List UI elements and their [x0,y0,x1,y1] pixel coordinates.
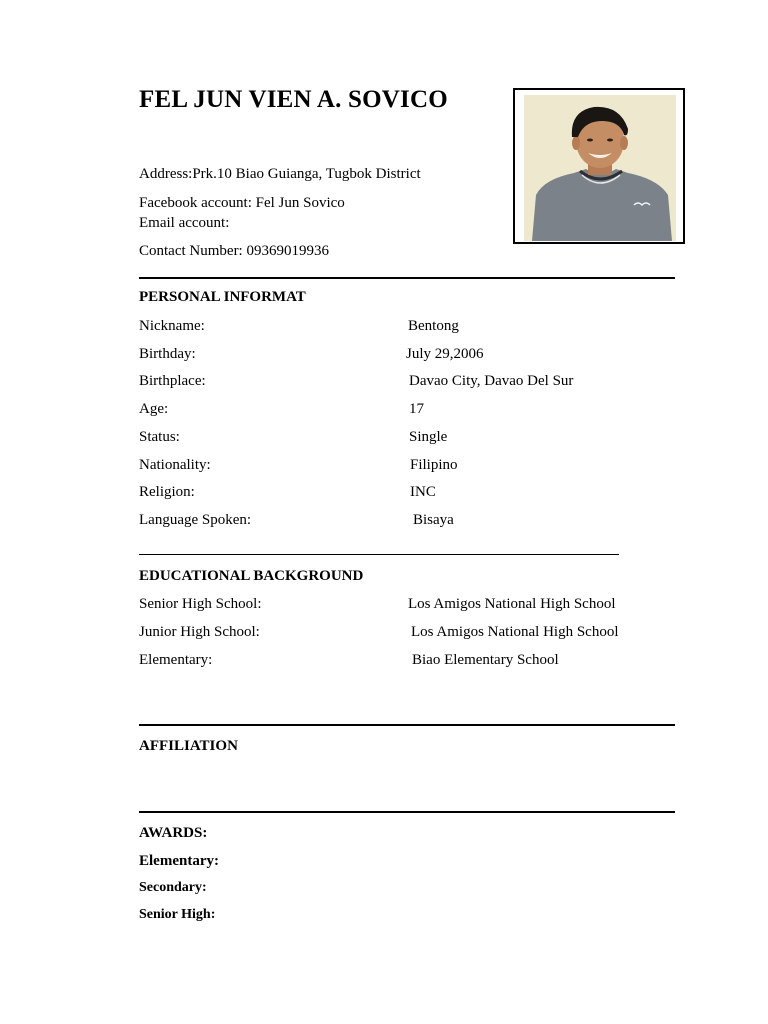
senior-high-label: Senior High School: [139,596,262,612]
language-value: Bisaya [413,512,454,528]
age-label: Age: [139,401,169,417]
birthday-label: Birthday: [139,346,196,362]
facebook-line: Facebook account: Fel Jun Sovico [139,195,345,211]
status-label: Status: [139,429,180,445]
birthplace-value: Davao City, Davao Del Sur [409,373,574,389]
age-value: 17 [409,401,424,417]
nationality-value: Filipino [410,457,458,473]
divider [139,277,675,279]
awards-elementary: Elementary: [139,853,219,869]
awards-secondary: Secondary: [139,880,207,895]
personal-section-title: PERSONAL INFORMAT [139,289,306,305]
education-section-title: EDUCATIONAL BACKGROUND [139,568,364,584]
email-line: Email account: [139,215,230,231]
divider [139,811,675,813]
senior-high-value: Los Amigos National High School [408,596,616,612]
divider [139,724,675,726]
profile-photo-icon [524,95,676,241]
awards-section-title: AWARDS: [139,825,208,841]
divider [139,554,619,555]
religion-label: Religion: [139,484,195,500]
birthplace-label: Birthplace: [139,373,206,389]
photo-frame [513,88,685,244]
junior-high-label: Junior High School: [139,624,260,640]
resume-name: FEL JUN VIEN A. SOVICO [139,86,448,113]
elementary-label: Elementary: [139,652,213,668]
awards-senior-high: Senior High: [139,907,216,922]
contact-line: Contact Number: 09369019936 [139,243,329,259]
affiliation-section-title: AFFILIATION [139,738,238,754]
elementary-value: Biao Elementary School [412,652,559,668]
birthday-value: July 29,2006 [406,346,484,362]
religion-value: INC [410,484,436,500]
language-label: Language Spoken: [139,512,252,528]
nickname-label: Nickname: [139,318,205,334]
nickname-value: Bentong [408,318,459,334]
status-value: Single [409,429,448,445]
address-line: Address:Prk.10 Biao Guianga, Tugbok District [139,166,421,182]
nationality-label: Nationality: [139,457,211,473]
junior-high-value: Los Amigos National High School [411,624,619,640]
